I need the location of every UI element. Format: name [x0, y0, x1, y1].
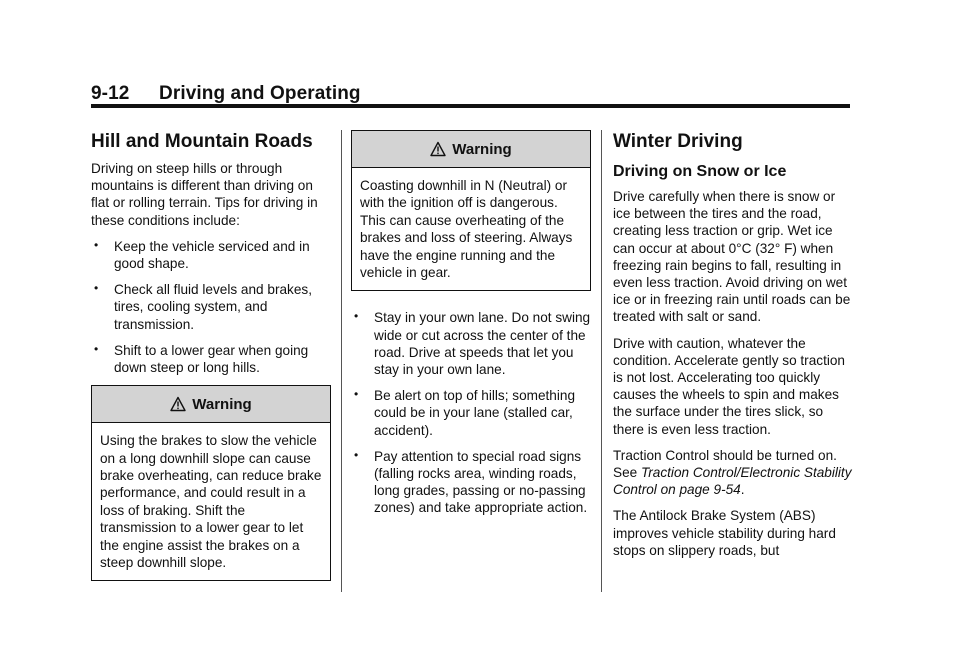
winter-paragraph-3: Traction Control should be turned on. See Traction Control/Electronic Stability Control on page 9‑54. [613, 447, 852, 498]
winter-paragraph-2: Drive with caution, whatever the condition. Accelerate gently so traction is not lost. Accelerating too quickly causes the wheels to spin and makes the surface under the tires slick, so there is even less traction. [613, 335, 845, 437]
bullet-icon: • [354, 309, 359, 324]
bullet-icon: • [94, 281, 99, 296]
list-item: • Keep the vehicle serviced and in good shape. [94, 237, 310, 272]
warning-text: Using the brakes to slow the vehicle on a long downhill slope can cause brake overheating, can reduce brake performance, and could result in a loss of braking. Shift the transmission to a lower gear to let the engine assist the brakes on a steep downhill slope. [100, 433, 322, 571]
warning-triangle-icon [430, 141, 446, 157]
page-number: 9-12 [91, 83, 130, 104]
column-middle [351, 128, 591, 526]
list-item: • Pay attention to special road signs (falling rocks area, winding roads, long grades, passing or no-passing zones) and take appropriate action. [354, 447, 588, 516]
winter-paragraph-4: The Antilock Brake System (ABS) improves vehicle stability during hard stops on slippery roads, but [613, 508, 836, 558]
list-item: • Stay in your own lane. Do not swing wide or cut across the center of the road. Drive at speeds that let you stay in your own lane. [354, 309, 591, 378]
hill-intro: Driving on steep hills or through mountains is different than driving on flat or rolling terrain. Tips for driving in these conditions include: [91, 161, 318, 228]
column-divider-2 [601, 130, 602, 592]
column-divider-1 [341, 130, 342, 592]
bullet-icon: • [94, 341, 99, 356]
warning-text: Coasting downhill in N (Neutral) or with the ignition off is dangerous. This can cause overheating of the brakes and loss of steering. Always have the engine running and the vehicle in gear. [360, 178, 573, 281]
list-item: • Shift to a lower gear when going down steep or long hills. [94, 341, 309, 376]
warning-triangle-icon [170, 396, 186, 412]
warning-header [92, 386, 330, 423]
hill-bullet-list [91, 238, 331, 376]
warning-box-brakes [91, 385, 331, 581]
column-winter-driving [613, 128, 853, 568]
warning-header [352, 131, 590, 168]
warning-box-coasting [351, 130, 591, 291]
winter-section-title: Winter Driving [613, 131, 743, 152]
warning-label: Warning [192, 395, 252, 413]
header-rule [91, 104, 850, 108]
section-title: Driving and Operating [159, 83, 361, 104]
winter-paragraph-1: Drive carefully when there is snow or ice between the tires and the road, creating less traction or grip. Wet ice can occur at about 0°C (32° F) when freezing rain begins to fall, resulting in even less traction. Avoid driving on wet ice or in freezing rain until roads can be treated with salt or sand. [613, 189, 851, 325]
bullet-icon: • [354, 387, 359, 402]
column-hill-roads [91, 128, 331, 591]
hill-section-title: Hill and Mountain Roads [91, 131, 313, 152]
warning-label: Warning [452, 140, 512, 158]
winter-subtitle: Driving on Snow or Ice [613, 163, 787, 180]
traction-control-reference-link[interactable]: Traction Control/Electronic Stability Control on page 9‑54 [613, 465, 852, 498]
bullet-icon: • [94, 237, 99, 252]
bullet-icon: • [354, 447, 359, 462]
middle-bullet-list [351, 309, 591, 516]
list-item: • Be alert on top of hills; something could be in your lane (stalled car, accident). [354, 387, 575, 438]
page-header [91, 83, 361, 105]
list-item: • Check all fluid levels and brakes, tires, cooling system, and transmission. [94, 281, 312, 332]
